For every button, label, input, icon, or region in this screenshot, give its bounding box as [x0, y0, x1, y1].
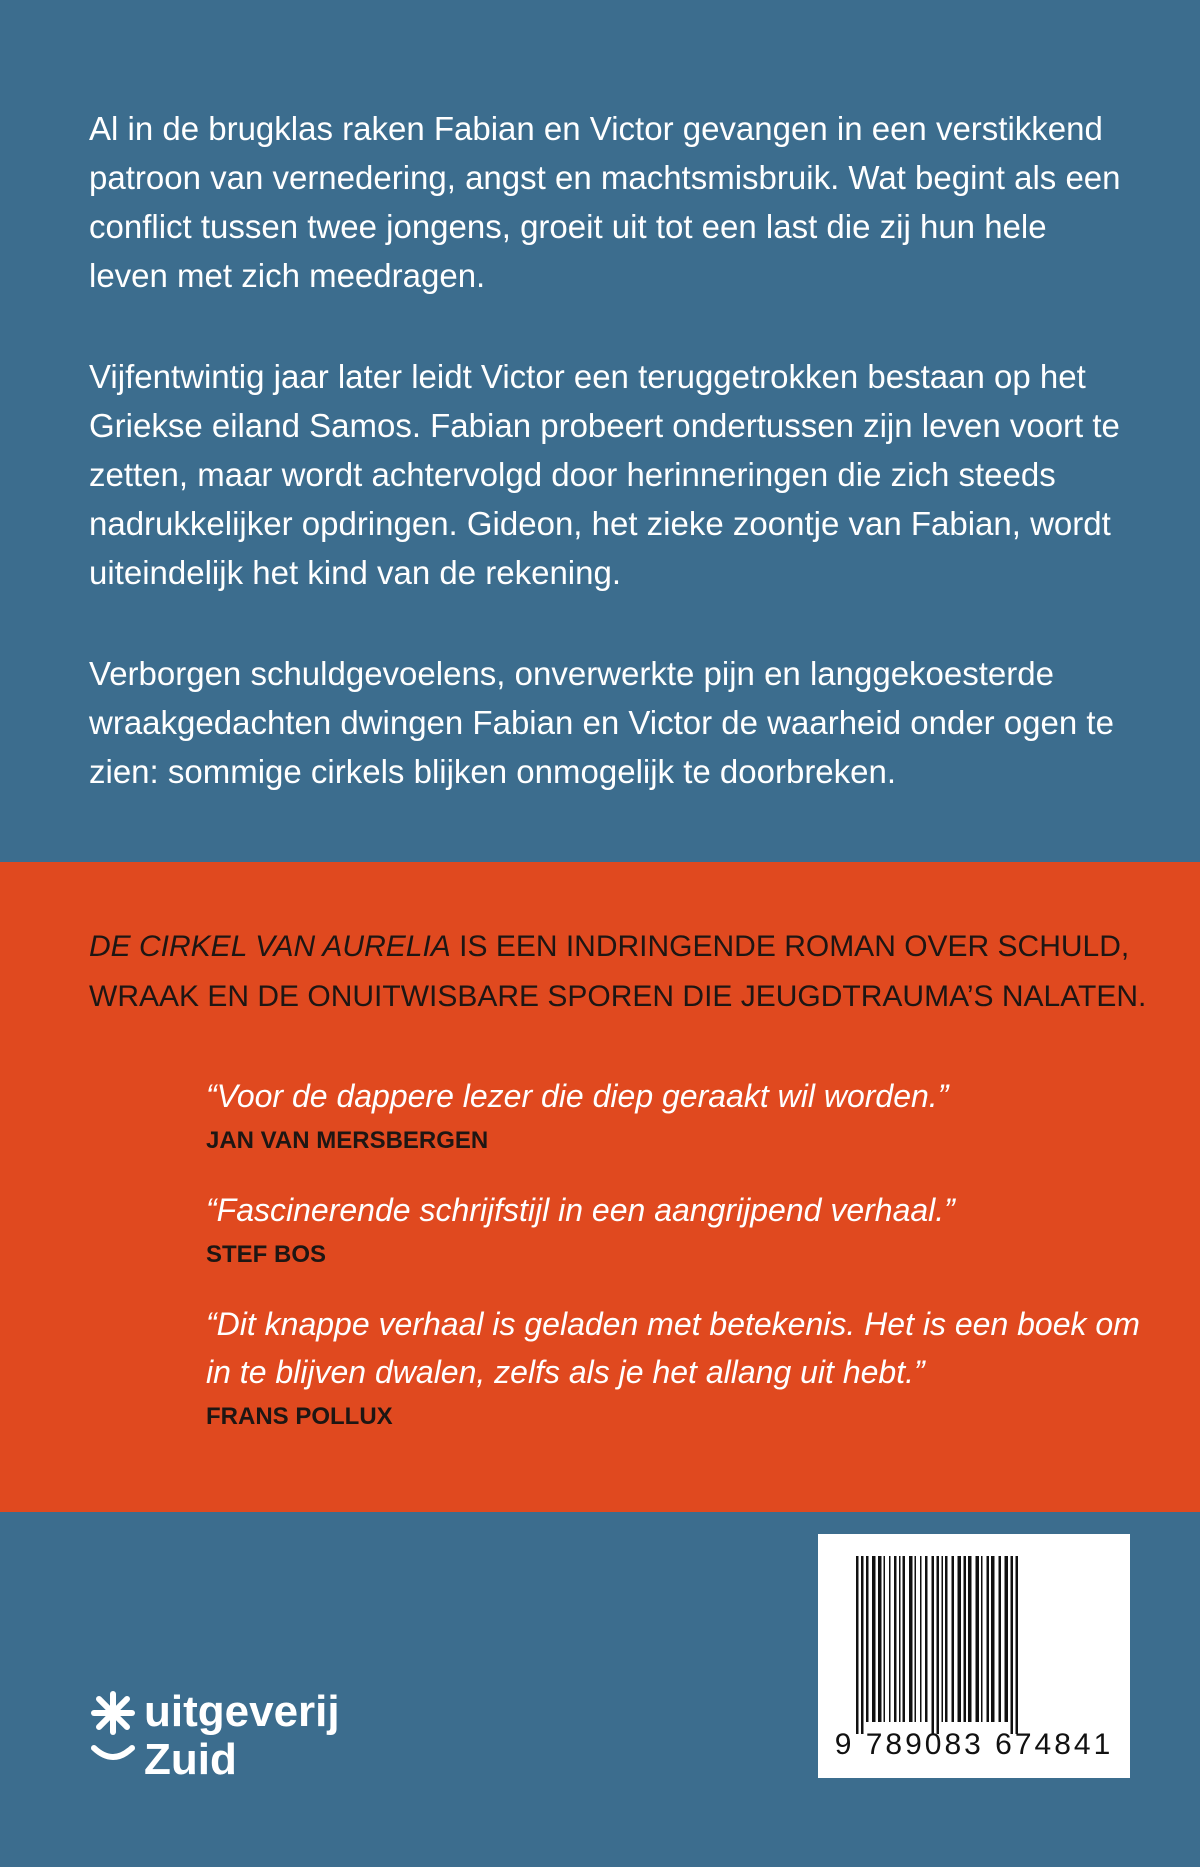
tagline-rest: IS EEN INDRINGENDE ROMAN OVER SCHULD, WRAAK EN DE ONUITWISBARE SPOREN DIE JEUGDTRAUMA’S NALATEN. — [89, 930, 1147, 1013]
barcode-bar — [1016, 1556, 1019, 1734]
barcode-bar — [915, 1556, 917, 1722]
barcode-bar — [878, 1556, 882, 1722]
barcode-bar — [964, 1556, 967, 1722]
barcode-bar — [872, 1556, 876, 1722]
quotes-list — [206, 1072, 1156, 1462]
quote-item — [206, 1300, 1156, 1434]
barcode-bar — [937, 1556, 940, 1734]
publisher-name-line1: uitgeverij — [144, 1687, 340, 1736]
isbn-barcode — [818, 1534, 1130, 1778]
barcode-bar — [942, 1556, 944, 1722]
barcode-bar — [968, 1556, 972, 1722]
barcode-bar — [987, 1556, 990, 1722]
barcode-bar — [866, 1556, 869, 1722]
barcode-bar — [920, 1556, 922, 1722]
barcode-bar — [899, 1556, 901, 1722]
blurb-paragraph-1: Al in de brugklas raken Fabian en Victor gevangen in een verstikkend patroon van vernedering, angst en machtsmisbruik. Wat begint als een conflict tussen twee jongens, groeit uit tot een last die zij hun hele leven met zich meedragen. — [89, 110, 1121, 294]
quote-author: FRANS POLLUX — [206, 1403, 393, 1430]
tagline — [89, 922, 1169, 1022]
book-title: DE CIRKEL VAN AURELIA — [89, 930, 451, 963]
barcode-bar — [981, 1556, 983, 1722]
blurb-text — [89, 104, 1129, 796]
barcode-bar — [952, 1556, 955, 1722]
barcode-bar — [925, 1556, 928, 1722]
barcode-bar — [889, 1556, 891, 1722]
barcode-bar — [884, 1556, 886, 1722]
barcode-bars — [818, 1534, 1130, 1734]
barcode-bar — [1011, 1556, 1014, 1734]
barcode-bar — [999, 1556, 1002, 1722]
barcode-bar — [958, 1556, 962, 1722]
quote-author: JAN VAN MERSBERGEN — [206, 1127, 489, 1154]
quote-author: STEF BOS — [206, 1241, 327, 1268]
barcode-bar — [991, 1556, 995, 1722]
quote-item — [206, 1186, 1156, 1272]
blurb-paragraph-2: Vijfentwintig jaar later leidt Victor een teruggetrokken bestaan op het Griekse eiland Samos. Fabian probeert ondertussen zijn leven voort te zetten, maar wordt achtervolgd door herinneringen die zich steeds nadrukkelijker opdringen. Gideon, het zieke zoontje van Fabian, wordt uiteindelijk het kind van de rekening. — [89, 358, 1120, 591]
barcode-bar — [903, 1556, 906, 1722]
publisher-name-line2: Zuid — [144, 1735, 237, 1784]
isbn-number: 9 789083 674841 — [834, 1728, 1114, 1761]
quote-text: “Voor de dappere lezer die diep geraakt wil worden.” — [206, 1078, 949, 1114]
quote-item — [206, 1072, 1156, 1158]
barcode-bar — [945, 1556, 948, 1722]
publisher-logo — [88, 1687, 388, 1800]
barcode-bar — [909, 1556, 913, 1722]
quote-text: “Dit knappe verhaal is geladen met betekenis. Het is een boek om in te blijven dwalen, zelfs als je het allang uit hebt.” — [206, 1306, 1140, 1390]
barcode-bar — [1005, 1556, 1009, 1722]
asterisk-smile-icon — [88, 1690, 138, 1800]
barcode-bar — [856, 1556, 859, 1734]
publisher-name — [144, 1688, 340, 1784]
barcode-bar — [894, 1556, 897, 1722]
barcode-bar — [932, 1556, 935, 1734]
blurb-paragraph-3: Verborgen schuldgevoelens, onverwerkte pijn en langgekoesterde wraakgedachten dwingen Fabian en Victor de waarheid onder ogen te zien: sommige cirkels blijken onmogelijk te doorbreken. — [89, 655, 1114, 790]
barcode-bar — [861, 1556, 864, 1734]
barcode-bar — [976, 1556, 980, 1722]
quote-text: “Fascinerende schrijfstijl in een aangrijpend verhaal.” — [206, 1192, 955, 1228]
